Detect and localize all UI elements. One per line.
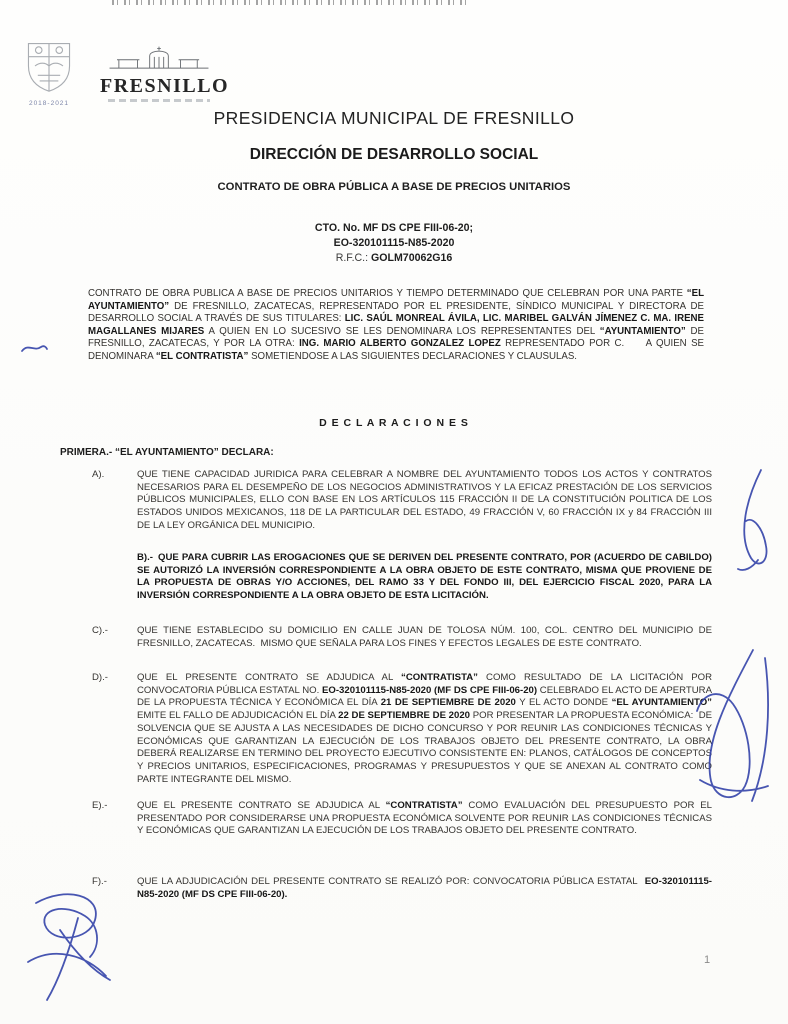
tender-number-line: EO-320101115-N85-2020	[333, 237, 455, 249]
clause-a	[92, 469, 712, 533]
building-sketch-icon	[104, 42, 214, 70]
department-title: DIRECCIÓN DE DESARROLLO SOCIAL	[249, 146, 539, 163]
clause-d	[92, 672, 712, 786]
contract-identifiers	[0, 221, 788, 266]
rfc-label: R.F.C.:	[335, 252, 369, 264]
clause-e-label: E).-	[92, 800, 108, 811]
fresnillo-wordmark: FRESNILLO	[100, 75, 230, 97]
crest-icon	[20, 38, 78, 94]
crest-caption: 2018-2021	[28, 100, 70, 107]
clause-f-text: QUE LA ADJUDICACIÓN DEL PRESENTE CONTRATO SE REALIZÓ POR: CONVOCATORIA PÚBLICA ESTATAL EO-320101115-N85-2020 (MF DS CPE FIII-06-20).	[137, 876, 712, 900]
rfc-line	[0, 251, 788, 266]
page-title: PRESIDENCIA MUNICIPAL DE FRESNILLO	[213, 108, 575, 128]
intro-paragraph: CONTRATO DE OBRA PUBLICA A BASE DE PRECIOS UNITARIOS Y TIEMPO DETERMINADO QUE CELEBRAN POR UNA PARTE “EL AYUNTAMIENTO” DE FRESNILLO, ZACATECAS, REPRESENTADO POR EL PRESIDENTE, SÍNDICO MUNICIPAL Y DIRECTORA DE DESARROLLO SOCIAL A TRAVÉS DE SUS TITULARES: LIC. SAÚL MONREAL ÁVILA, LIC. MARIBEL GALVÁN JÍMENEZ C. MA. IRENE MAGALLANES MIJARES A QUIEN EN LO SUCESIVO SE LES DENOMINARA LOS REPRESENTANTES DEL “AYUNTAMIENTO” DE FRESNILLO, ZACATECAS, Y POR LA OTRA: ING. MARIO ALBERTO GONZALEZ LOPEZ REPRESENTADO POR C. A QUIEN SE DENOMINARA “EL CONTRATISTA” SOMETIENDOSE A LAS SIGUIENTES DECLARACIONES Y CLAUSULAS.	[88, 288, 704, 362]
clause-c-text: QUE TIENE ESTABLECIDO SU DOMICILIO EN CALLE JUAN DE TOLOSA NÚM. 100, COL. CENTRO DEL MUNICIPIO DE FRESNILLO, ZACATECAS. MISMO QUE SEÑALA PARA LOS FINES Y EFECTOS LEGALES DE ESTE CONTRATO.	[137, 625, 712, 649]
primera-declaration-heading: PRIMERA.- “EL AYUNTAMIENTO” DECLARA:	[60, 447, 274, 458]
clause-e	[92, 800, 712, 838]
clause-e-text: QUE EL PRESENTE CONTRATO SE ADJUDICA AL “CONTRATISTA” COMO EVALUACIÓN DEL PRESUPUESTO POR EL PRESENTADO POR CONSIDERARSE UNA PROPUESTA ECONÓMICA SOLVENTE POR REUNIR LAS CONDICIONES TÉCNICAS Y ECONÓMICAS QUE GARANTIZAN LA EJECUCIÓN DE LOS TRABAJOS OBJETO DEL PRESENTE CONTRATO.	[137, 800, 712, 837]
clause-b-text: QUE PARA CUBRIR LAS EROGACIONES QUE SE DERIVEN DEL PRESENTE CONTRATO, POR (ACUERDO DE CABILDO) SE AUTORIZÓ LA INVERSIÓN CORRESPONDIENTE A LA OBRA OBJETO DE ESTE CONTRATO, MISMA QUE PROVIENE DE LA PROPUESTA DE OBRAS Y/O ACCIONES, DEL RAMO 33 Y DEL FONDO III, DEL EJERCICIO FISCAL 2020, PARA LA INVERSIÓN CORRESPONDIENTE A LA OBRA OBJETO DE ESTA LICITACIÓN.	[137, 552, 712, 602]
declarations-heading: D E C L A R A C I O N E S	[319, 417, 469, 429]
contract-number-line: CTO. No. MF DS CPE FIII-06-20;	[314, 222, 474, 234]
clause-c	[92, 625, 712, 650]
clause-f-label: F).-	[92, 876, 107, 887]
clause-b	[137, 552, 712, 603]
scan-cutoff-text-artifact	[112, 0, 468, 5]
page-number: 1	[704, 954, 711, 966]
clause-d-label: D).-	[92, 672, 108, 683]
ink-mark-left-squiggle	[22, 346, 47, 351]
municipal-crest-logo	[18, 38, 80, 107]
ink-mark-right-upper-flourish	[738, 470, 767, 570]
clause-a-label: A).	[92, 469, 105, 480]
rfc-value: GOLM70062G16	[371, 252, 453, 264]
clause-b-label: B).-	[137, 552, 153, 563]
fresnillo-tagline	[108, 99, 210, 102]
clause-a-text: QUE TIENE CAPACIDAD JURIDICA PARA CELEBRAR A NOMBRE DEL AYUNTAMIENTO TODOS LOS ACTOS Y CONTRATOS NECESARIOS PARA EL DESEMPEÑO DE LOS NEGOCIOS ADMINISTRATIVOS Y LA EFICAZ PRESTACIÓN DE LOS SERVICIOS PÚBLICOS MUNICIPALES, ELLO CON BASE EN LOS ARTÍCULOS 115 FRACCIÓN II DE LA CONSTITUCIÓN POLITICA DE LOS ESTADOS UNIDOS MEXICANOS, 118 DE LA PARTICULAR DEL ESTADO, 49 FRACCIÓN V, 60 FRACCIÓN IX y 84 FRACCIÓN III DE LA LEY ORGÁNICA DEL MUNICIPIO.	[137, 469, 712, 531]
clause-c-label: C).-	[92, 625, 108, 636]
ink-signature-bottom-left	[28, 894, 110, 1000]
clause-f	[92, 876, 712, 901]
contract-type-heading: CONTRATO DE OBRA PÚBLICA A BASE DE PRECIOS UNITARIOS	[217, 181, 571, 193]
clause-d-text: QUE EL PRESENTE CONTRATO SE ADJUDICA AL “CONTRATISTA” COMO RESULTADO DE LA LICITACIÓN POR CONVOCATORIA PÚBLICA ESTATAL NO. EO-320101115-N85-2020 (MF DS CPE FIII-06-20) CELEBRADO EL ACTO DE APERTURA DE LA PROPUESTA TÉCNICA Y ECONÓMICA EL DÍA 21 DE SEPTIEMBRE DE 2020 Y EL ACTO DONDE “EL AYUNTAMIENTO” EMITE EL FALLO DE ADJUDICACIÓN EL DÍA 22 DE SEPTIEMBRE DE 2020 POR PRESENTAR LA PROPUESTA ECONÓMICA: DE SOLVENCIA QUE SE AJUSTA A LAS NECESIDADES DE DICHO CONCURSO Y POR REUNIR LAS CONDICIONES TÉCNICAS Y ECONÓMICAS QUE GARANTIZAN LA EJECUCIÓN DE LOS TRABAJOS OBJETO DEL PRESENTE CONTRATO, LA OBRA DEBERÁ REALIZARSE EN TERMINO DEL PROYECTO EJECUTIVO CONSISTENTE EN: PLANOS, CATÁLOGOS DE CONCEPTOS Y PRECIOS UNITARIOS, ESPECIFICACIONES, PROGRAMAS Y PRESUPUESTOS Y QUE SE ANEXAN AL CONTRATO COMO PARTE INTEGRANTE DEL MISMO.	[137, 672, 713, 785]
fresnillo-logo	[100, 42, 230, 102]
